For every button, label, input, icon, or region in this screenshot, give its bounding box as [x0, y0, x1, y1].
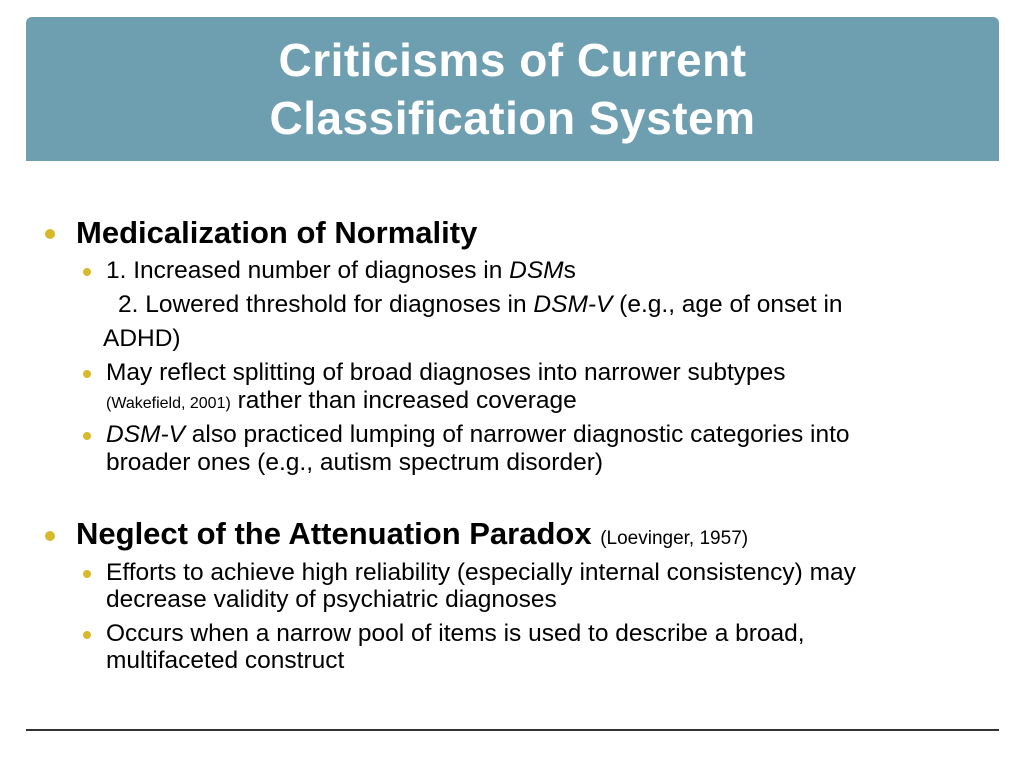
citation: (Loevinger, 1957)	[600, 528, 749, 549]
section-heading-attenuation: Neglect of the Attenuation Paradox (Loevinger, 1957)	[76, 516, 749, 551]
slide-title-line-2: Classification System	[269, 92, 756, 144]
bullet-icon	[45, 531, 55, 541]
section-heading-medicalization: Medicalization of Normality	[76, 215, 478, 250]
list-item: May reflect splitting of broad diagnoses into narrower subtypes	[106, 359, 786, 386]
bullet-icon	[83, 370, 91, 378]
list-item: DSM-V also practiced lumping of narrower diagnostic categories into	[106, 421, 850, 448]
list-item-continuation: multifaceted construct	[106, 647, 345, 674]
footer-divider	[26, 729, 999, 731]
bullet-icon	[83, 631, 91, 639]
bullet-icon	[83, 432, 91, 440]
slide-title-line-1: Criticisms of Current	[278, 34, 747, 86]
list-item: 1. Increased number of diagnoses in DSMs	[106, 257, 576, 284]
list-item-continuation: ADHD)	[103, 325, 181, 352]
list-item-continuation: (Wakefield, 2001) rather than increased coverage	[106, 387, 577, 414]
list-item: Efforts to achieve high reliability (especially internal consistency) may	[106, 559, 856, 586]
list-item-continuation: broader ones (e.g., autism spectrum disorder)	[106, 449, 604, 476]
list-item: Occurs when a narrow pool of items is used to describe a broad,	[106, 620, 805, 647]
bullet-icon	[45, 229, 55, 239]
bullet-icon	[83, 570, 91, 578]
list-item: 2. Lowered threshold for diagnoses in DSM-V (e.g., age of onset in	[118, 291, 843, 318]
list-item-continuation: decrease validity of psychiatric diagnoses	[106, 586, 557, 613]
citation: (Wakefield, 2001)	[106, 395, 231, 412]
bullet-icon	[83, 268, 91, 276]
